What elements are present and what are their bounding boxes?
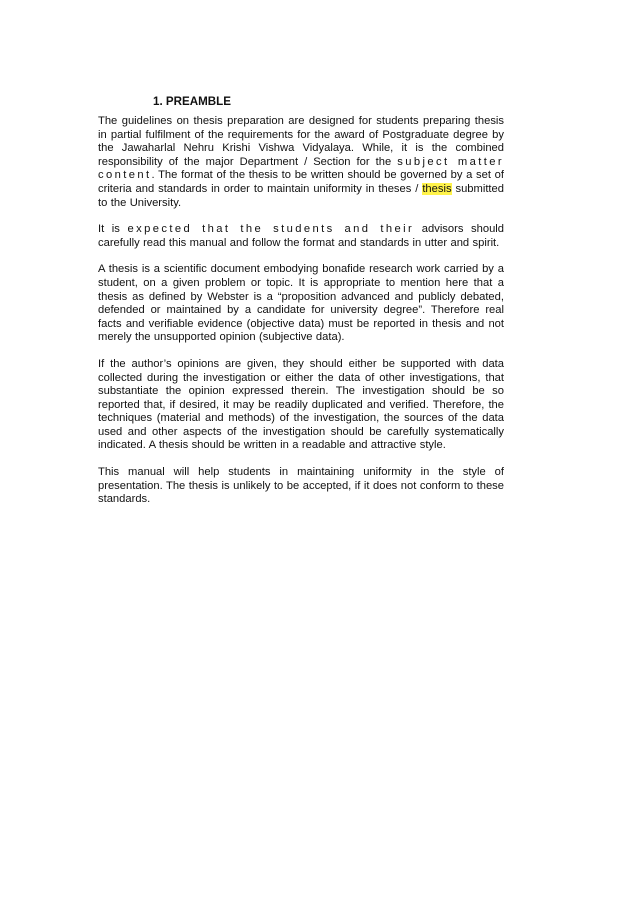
- paragraph-1: [98, 115, 504, 210]
- paragraph-2-text-a: It is: [98, 223, 128, 236]
- paragraph-3: A thesis is a scientific document embodying bonafide research work carried by a student, on a given problem or topic. It is appropriate to mention here that a thesis as defined by Webster is a “proposition advanced and publicly debated, defended or maintained by a candidate for university degree”. Therefore real facts and verifiable evidence (objective data) must be reported in thesis and not merely the unsupported opinion (subjective data).: [98, 263, 504, 344]
- paragraph-1-text-d: submitted to the University.: [98, 182, 504, 209]
- paragraph-2: [98, 223, 504, 250]
- paragraph-1-text-c: . The format of the thesis to be written should be governed by a set of criteria and standards in order to maintain uniformity in theses /: [98, 169, 504, 195]
- document-body: [98, 95, 504, 520]
- paragraph-1-text-a: The guidelines on thesis preparation are designed for students preparing thesis in partial fulfilment of the requirements for the award of Postgraduate degree by the Jawaharlal Nehru Krishi Vishwa Vidyalaya. While, it is the combined responsibility of the major Department / Section for the: [98, 115, 504, 168]
- section-heading: 1. PREAMBLE: [153, 95, 231, 108]
- highlighted-word: thesis: [422, 182, 452, 195]
- paragraph-4: If the author’s opinions are given, they should either be supported with data collected during the investigation or either the data of other investigations, that substantiate the opinion expressed therein. The investigation should be so reported that, if desired, it may be readily duplicated and verified. Therefore, the techniques (material and methods) of the investigation, the sources of the data used and other aspects of the investigation should be carefully systematically indicated. A thesis should be written in a readable and attractive style.: [98, 357, 504, 452]
- paragraph-2-spaced-text: expected that the students and their: [127, 223, 415, 236]
- paragraph-5: This manual will help students in maintaining uniformity in the style of presentation. The thesis is unlikely to be accepted, if it does not conform to these standards.: [98, 466, 504, 506]
- paragraph-1-spaced-text: subject matter content: [98, 155, 504, 182]
- paragraph-2-text-c: advisors should carefully read this manual and follow the format and standards in utter and spirit.: [98, 223, 504, 249]
